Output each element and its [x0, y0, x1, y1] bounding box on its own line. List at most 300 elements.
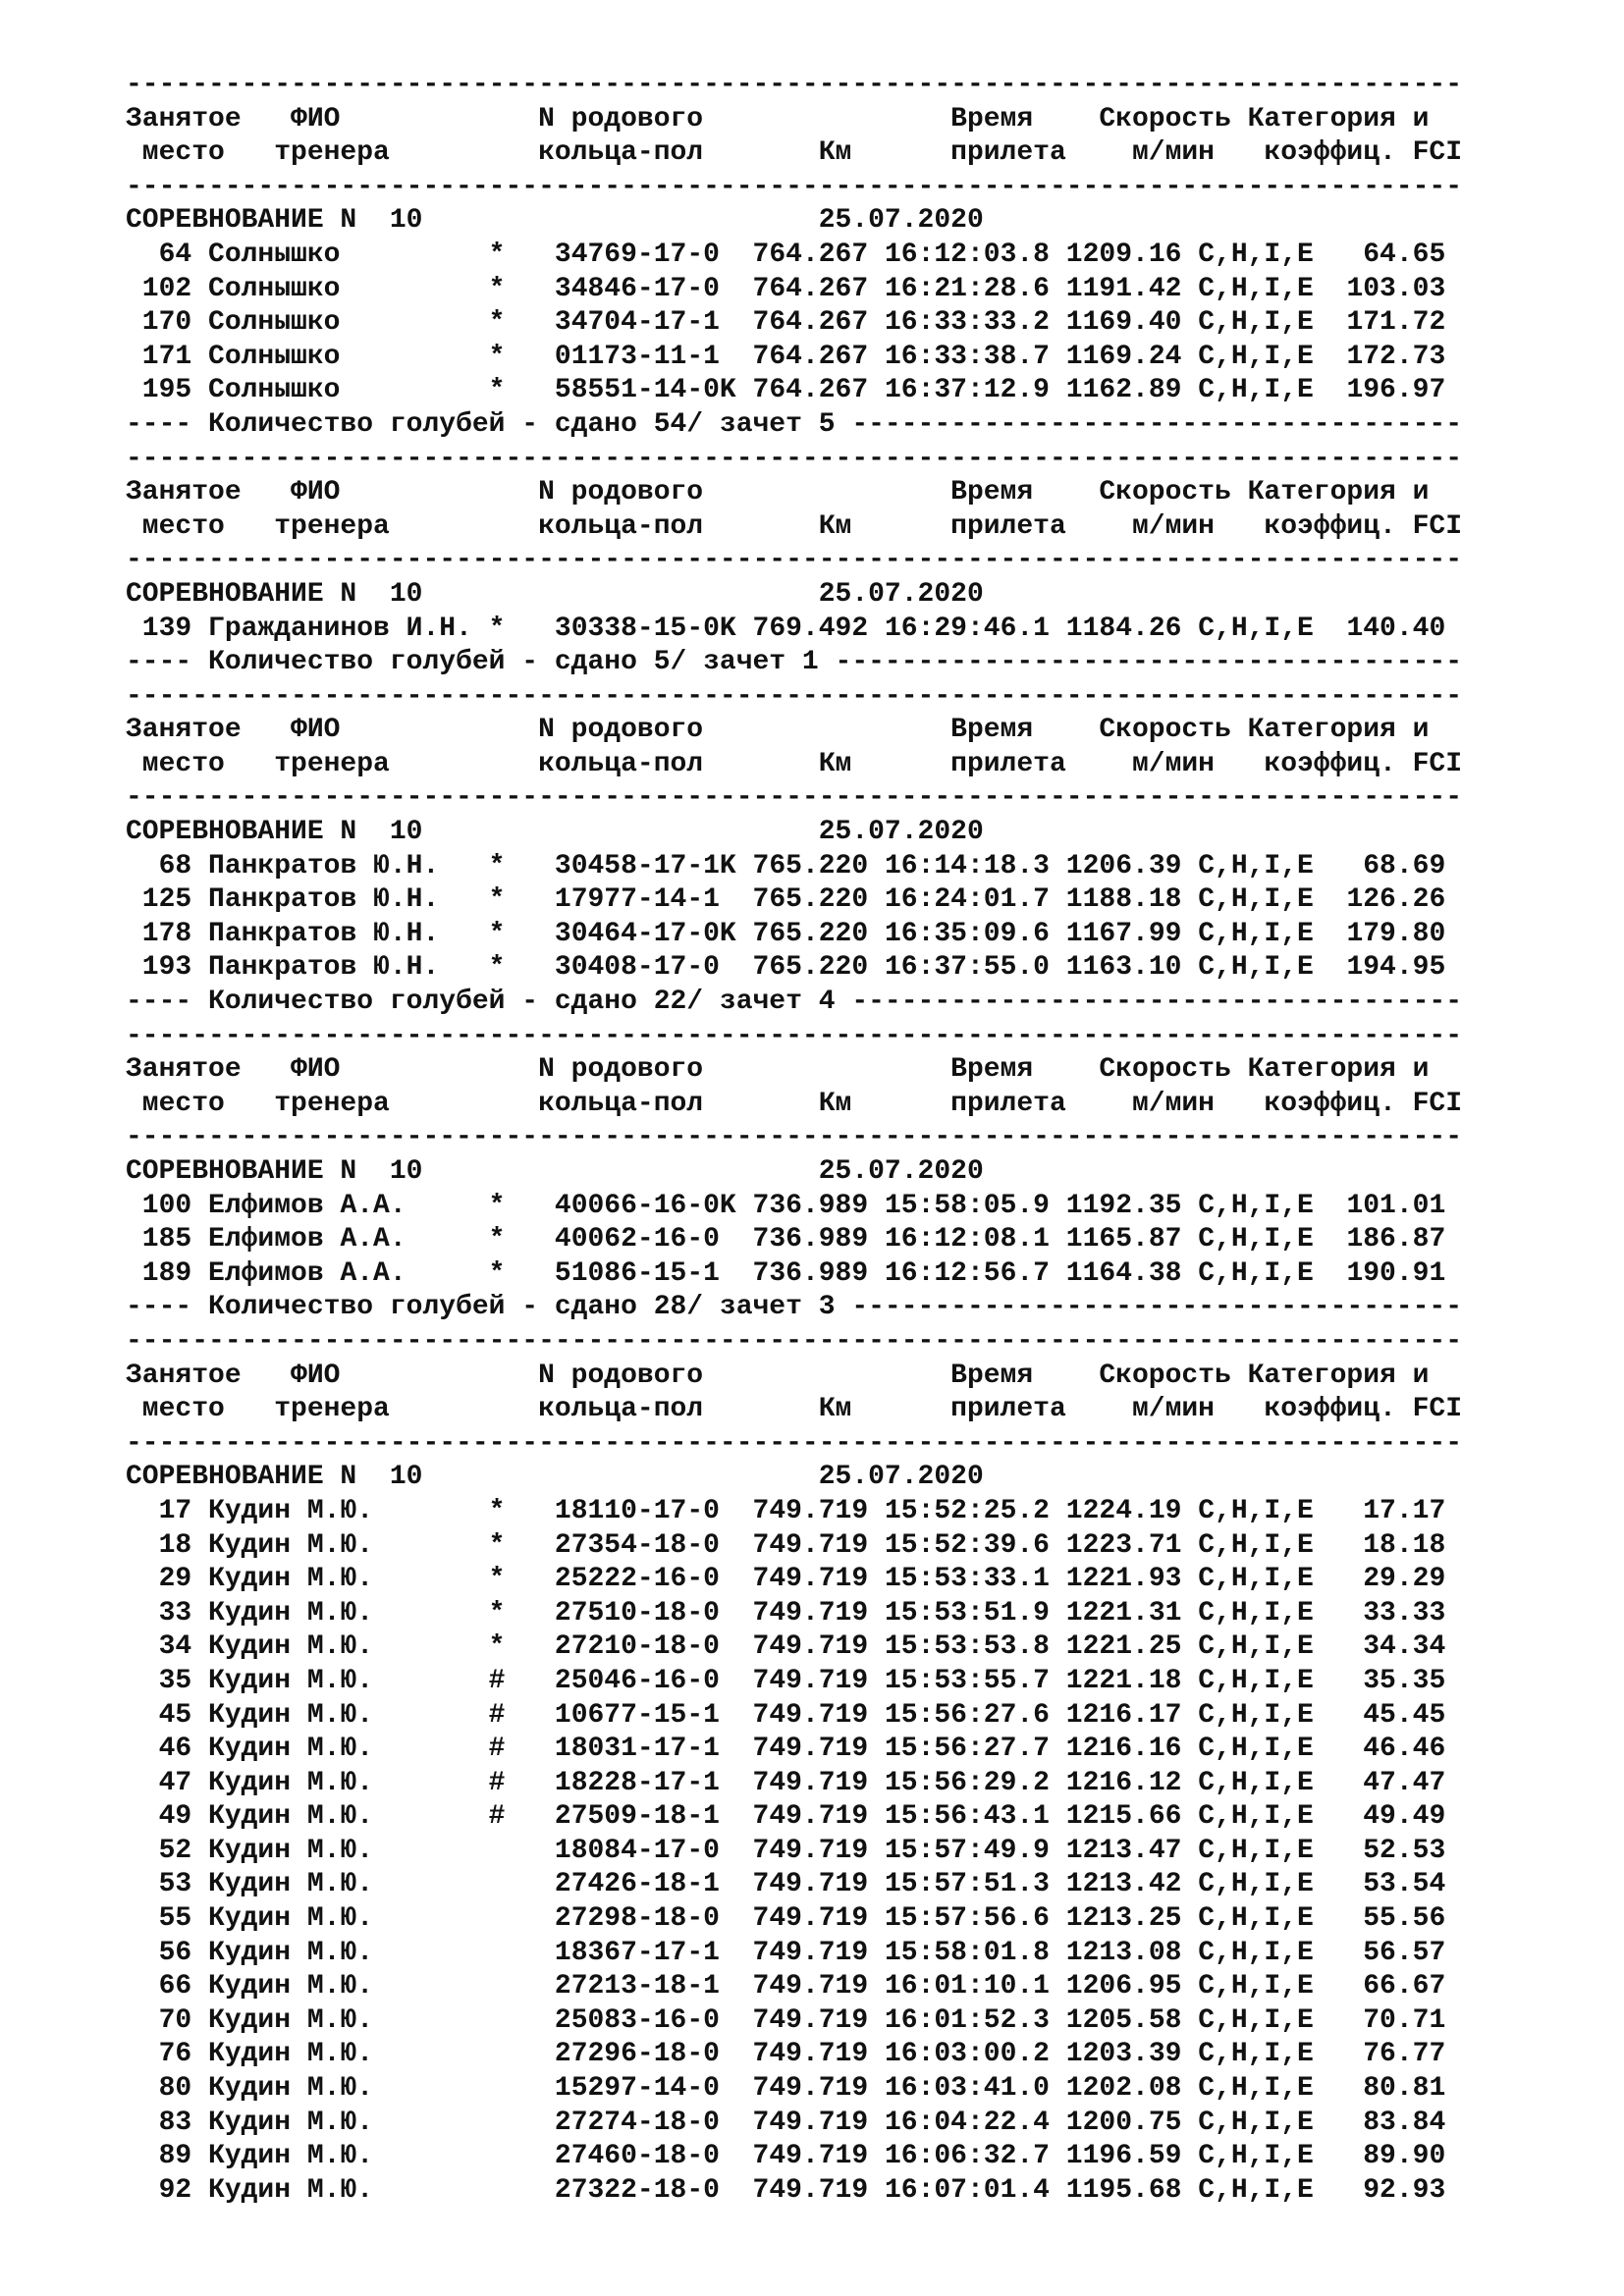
mark: *	[488, 884, 555, 916]
fci: 56.57	[1346, 1937, 1446, 1968]
fci: 18.18	[1346, 1529, 1446, 1561]
category: C,H,I,E	[1181, 1971, 1347, 2002]
mark	[489, 2141, 555, 2171]
ring-number: 27213-18-1	[554, 1971, 736, 2002]
distance-km: 749.719	[735, 2141, 869, 2172]
result-row	[126, 1835, 1598, 1869]
mark: *	[488, 1190, 555, 1221]
fci: 194.95	[1346, 952, 1446, 984]
speed: 1184.26	[1050, 613, 1182, 644]
fci: 190.91	[1346, 1257, 1446, 1289]
place: 195	[126, 375, 209, 406]
speed: 1195.68	[1050, 2174, 1182, 2206]
separator-rule: ---------------------------------------------------------------------------------	[126, 782, 1463, 814]
mark	[489, 1938, 555, 1968]
place: 33	[126, 1597, 209, 1629]
column-header-line2: место тренера кольца-пол Км прилета м/мин коэффиц. FCI	[126, 510, 1463, 542]
distance-km: 764.267	[735, 341, 869, 372]
mark: *	[488, 1597, 555, 1629]
fci: 92.93	[1346, 2174, 1446, 2206]
trainer-name: Кудин М.Ю.	[208, 1631, 489, 1663]
trainer-name: Солнышко	[208, 239, 489, 270]
result-row	[126, 341, 1598, 375]
separator-rule: ---------------------------------------------------------------------------------	[126, 1122, 1463, 1153]
place: 170	[126, 307, 209, 339]
spacer	[422, 579, 818, 610]
arrival-time: 16:12:03.8	[868, 239, 1050, 270]
result-row	[126, 273, 1598, 307]
result-row	[126, 1563, 1598, 1597]
trainer-name: Солнышко	[208, 375, 489, 406]
ring-number: 18367-17-1	[554, 1937, 736, 1968]
mark: *	[488, 613, 555, 644]
arrival-time: 16:29:46.1	[868, 613, 1050, 644]
speed: 1209.16	[1050, 239, 1182, 270]
mark: *	[488, 952, 555, 984]
arrival-time: 15:58:01.8	[868, 1937, 1050, 1968]
place: 64	[126, 239, 209, 270]
mark: *	[488, 918, 555, 949]
speed: 1188.18	[1050, 884, 1182, 916]
place: 89	[126, 2141, 209, 2172]
speed: 1221.93	[1050, 1564, 1182, 1595]
separator-rule: ---------------------------------------------------------------------------------	[126, 680, 1463, 712]
mark: *	[488, 1529, 555, 1561]
distance-km: 749.719	[735, 1734, 869, 1765]
fci: 53.54	[1346, 1869, 1446, 1900]
ring-number: 18228-17-1	[554, 1767, 736, 1798]
competition-line	[126, 578, 1598, 613]
arrival-time: 15:57:51.3	[868, 1869, 1050, 1900]
trainer-name: Кудин М.Ю.	[208, 1665, 489, 1696]
distance-km: 764.267	[735, 375, 869, 406]
mark: #	[488, 1665, 555, 1696]
distance-km: 765.220	[735, 918, 869, 949]
result-row	[126, 850, 1598, 884]
result-row	[126, 1665, 1598, 1699]
result-row	[126, 1937, 1598, 1971]
fci: 171.72	[1346, 307, 1446, 339]
place: 52	[126, 1835, 209, 1866]
trainer-name: Кудин М.Ю.	[208, 1529, 489, 1561]
speed: 1213.08	[1050, 1937, 1182, 1968]
mark: *	[488, 850, 555, 881]
category: C,H,I,E	[1181, 2004, 1347, 2036]
category: C,H,I,E	[1181, 273, 1347, 304]
mark	[489, 1836, 555, 1866]
ring-number: 18031-17-1	[554, 1734, 736, 1765]
speed: 1165.87	[1050, 1224, 1182, 1255]
result-row	[126, 918, 1598, 952]
category: C,H,I,E	[1181, 1801, 1347, 1833]
ring-number: 30338-15-0K	[554, 613, 736, 644]
trainer-name: Елфимов А.А.	[208, 1224, 489, 1255]
ring-number: 10677-15-1	[554, 1699, 736, 1731]
distance-km: 749.719	[735, 1564, 869, 1595]
category: C,H,I,E	[1181, 2039, 1347, 2070]
category: C,H,I,E	[1181, 239, 1347, 270]
speed: 1221.18	[1050, 1665, 1182, 1696]
ring-number: 34846-17-0	[554, 273, 736, 304]
trainer-name: Кудин М.Ю.	[208, 2141, 489, 2172]
arrival-time: 16:33:38.7	[868, 341, 1050, 372]
distance-km: 749.719	[735, 1971, 869, 2002]
mark: *	[488, 1564, 555, 1595]
fci: 76.77	[1346, 2039, 1446, 2070]
fci: 49.49	[1346, 1801, 1446, 1833]
speed: 1213.47	[1050, 1835, 1182, 1866]
arrival-time: 16:21:28.6	[868, 273, 1050, 304]
result-row	[126, 2038, 1598, 2072]
fci: 83.84	[1346, 2107, 1446, 2138]
place: 49	[126, 1801, 209, 1833]
distance-km: 765.220	[735, 850, 869, 881]
spacer	[422, 205, 818, 236]
result-row	[126, 1529, 1598, 1564]
distance-km: 749.719	[735, 1903, 869, 1935]
arrival-time: 16:01:52.3	[868, 2004, 1050, 2036]
column-header-line1: Занятое ФИО N родового Время Скорость Категория и	[126, 477, 1430, 508]
arrival-time: 15:57:56.6	[868, 1903, 1050, 1935]
place: 34	[126, 1631, 209, 1663]
ring-number: 51086-15-1	[554, 1257, 736, 1289]
ring-number: 27210-18-0	[554, 1631, 736, 1663]
trainer-name: Солнышко	[208, 273, 489, 304]
mark: *	[488, 307, 555, 339]
fci: 45.45	[1346, 1699, 1446, 1731]
competition-date: 25.07.2020	[818, 817, 984, 848]
mark: *	[488, 1224, 555, 1255]
arrival-time: 16:12:56.7	[868, 1257, 1050, 1289]
place: 100	[126, 1190, 209, 1221]
trainer-name: Кудин М.Ю.	[208, 1835, 489, 1866]
distance-km: 736.989	[735, 1190, 869, 1221]
speed: 1192.35	[1050, 1190, 1182, 1221]
place: 46	[126, 1734, 209, 1765]
result-row	[126, 2004, 1598, 2039]
place: 53	[126, 1869, 209, 1900]
fci: 196.97	[1346, 375, 1446, 406]
speed: 1221.25	[1050, 1631, 1182, 1663]
mark	[489, 1869, 555, 1899]
speed: 1202.08	[1050, 2073, 1182, 2105]
ring-number: 27322-18-0	[554, 2174, 736, 2206]
arrival-time: 16:12:08.1	[868, 1224, 1050, 1255]
distance-km: 749.719	[735, 2073, 869, 2105]
arrival-time: 15:53:33.1	[868, 1564, 1050, 1595]
place: 76	[126, 2039, 209, 2070]
trainer-name: Кудин М.Ю.	[208, 1699, 489, 1731]
result-row	[126, 2107, 1598, 2141]
ring-number: 27509-18-1	[554, 1801, 736, 1833]
mark: *	[488, 1631, 555, 1663]
result-row	[126, 883, 1598, 918]
category: C,H,I,E	[1181, 2174, 1347, 2206]
category: C,H,I,E	[1181, 884, 1347, 916]
category: C,H,I,E	[1181, 2107, 1347, 2138]
fci: 64.65	[1346, 239, 1446, 270]
result-row	[126, 2072, 1598, 2107]
speed: 1163.10	[1050, 952, 1182, 984]
category: C,H,I,E	[1181, 952, 1347, 984]
speed: 1167.99	[1050, 918, 1182, 949]
trainer-name: Кудин М.Ю.	[208, 2004, 489, 2036]
mark	[489, 2175, 555, 2206]
category: C,H,I,E	[1181, 1495, 1347, 1526]
distance-km: 736.989	[735, 1224, 869, 1255]
place: 139	[126, 613, 209, 644]
result-row	[126, 1223, 1598, 1257]
mark	[489, 2108, 555, 2138]
result-row	[126, 1733, 1598, 1767]
ring-number: 17977-14-1	[554, 884, 736, 916]
speed: 1216.12	[1050, 1767, 1182, 1798]
ring-number: 40066-16-0K	[554, 1190, 736, 1221]
distance-km: 749.719	[735, 2174, 869, 2206]
arrival-time: 15:58:05.9	[868, 1190, 1050, 1221]
competition-title: СОРЕВНОВАНИЕ N 10	[126, 817, 423, 848]
distance-km: 749.719	[735, 1529, 869, 1561]
arrival-time: 15:56:27.6	[868, 1699, 1050, 1731]
distance-km: 749.719	[735, 2039, 869, 2070]
distance-km: 765.220	[735, 952, 869, 984]
fci: 35.35	[1346, 1665, 1446, 1696]
ring-number: 25222-16-0	[554, 1564, 736, 1595]
competition-date: 25.07.2020	[818, 205, 984, 237]
category: C,H,I,E	[1181, 1597, 1347, 1629]
mark: *	[488, 273, 555, 304]
distance-km: 749.719	[735, 1801, 869, 1833]
mark: *	[488, 1257, 555, 1289]
competition-line	[126, 816, 1598, 850]
ring-number: 01173-11-1	[554, 341, 736, 372]
mark	[489, 2073, 555, 2104]
result-row	[126, 1699, 1598, 1734]
speed: 1216.17	[1050, 1699, 1182, 1731]
ring-number: 18084-17-0	[554, 1835, 736, 1866]
ring-number: 25046-16-0	[554, 1665, 736, 1696]
result-row	[126, 1495, 1598, 1529]
trainer-name: Кудин М.Ю.	[208, 1869, 489, 1900]
column-header-line2: место тренера кольца-пол Км прилета м/мин коэффиц. FCI	[126, 1394, 1463, 1425]
distance-km: 764.267	[735, 239, 869, 270]
arrival-time: 16:37:12.9	[868, 375, 1050, 406]
place: 29	[126, 1564, 209, 1595]
competition-title: СОРЕВНОВАНИЕ N 10	[126, 1462, 423, 1493]
distance-km: 736.989	[735, 1257, 869, 1289]
place: 55	[126, 1903, 209, 1935]
competition-title: СОРЕВНОВАНИЕ N 10	[126, 1156, 423, 1187]
distance-km: 749.719	[735, 1835, 869, 1866]
trainer-name: Кудин М.Ю.	[208, 2107, 489, 2138]
speed: 1205.58	[1050, 2004, 1182, 2036]
result-row	[126, 1630, 1598, 1665]
ring-number: 27296-18-0	[554, 2039, 736, 2070]
distance-km: 749.719	[735, 2107, 869, 2138]
category: C,H,I,E	[1181, 1937, 1347, 1968]
distance-km: 749.719	[735, 2004, 869, 2036]
fci: 29.29	[1346, 1564, 1446, 1595]
trainer-name: Кудин М.Ю.	[208, 2039, 489, 2070]
trainer-name: Елфимов А.А.	[208, 1190, 489, 1221]
distance-km: 765.220	[735, 884, 869, 916]
trainer-name: Солнышко	[208, 307, 489, 339]
category: C,H,I,E	[1181, 1190, 1347, 1221]
fci: 66.67	[1346, 1971, 1446, 2002]
speed: 1213.42	[1050, 1869, 1182, 1900]
arrival-time: 16:35:09.6	[868, 918, 1050, 949]
arrival-time: 16:33:33.2	[868, 307, 1050, 339]
separator-rule: ---------------------------------------------------------------------------------	[126, 545, 1463, 576]
ring-number: 27510-18-0	[554, 1597, 736, 1629]
result-row	[126, 239, 1598, 273]
column-header-line1: Занятое ФИО N родового Время Скорость Категория и	[126, 1054, 1430, 1086]
column-header-line2: место тренера кольца-пол Км прилета м/мин коэффиц. FCI	[126, 1088, 1463, 1119]
mark	[489, 1971, 555, 2002]
place: 193	[126, 952, 209, 984]
mark: *	[488, 375, 555, 406]
place: 83	[126, 2107, 209, 2138]
fci: 33.33	[1346, 1597, 1446, 1629]
arrival-time: 16:03:41.0	[868, 2073, 1050, 2105]
category: C,H,I,E	[1181, 918, 1347, 949]
trainer-name: Кудин М.Ю.	[208, 1801, 489, 1833]
ring-number: 40062-16-0	[554, 1224, 736, 1255]
category: C,H,I,E	[1181, 307, 1347, 339]
category: C,H,I,E	[1181, 1257, 1347, 1289]
category: C,H,I,E	[1181, 341, 1347, 372]
fci: 34.34	[1346, 1631, 1446, 1663]
competition-title: СОРЕВНОВАНИЕ N 10	[126, 578, 423, 610]
trainer-name: Кудин М.Ю.	[208, 2174, 489, 2206]
trainer-name: Кудин М.Ю.	[208, 1495, 489, 1526]
trainer-name: Кудин М.Ю.	[208, 1971, 489, 2002]
column-header-line1: Занятое ФИО N родового Время Скорость Категория и	[126, 715, 1430, 746]
speed: 1196.59	[1050, 2141, 1182, 2172]
result-row	[126, 1190, 1598, 1224]
category: C,H,I,E	[1181, 1734, 1347, 1765]
fci: 89.90	[1346, 2141, 1446, 2172]
category: C,H,I,E	[1181, 1835, 1347, 1866]
result-row	[126, 951, 1598, 986]
column-header-line1: Занятое ФИО N родового Время Скорость Категория и	[126, 1360, 1430, 1391]
distance-km: 749.719	[735, 1631, 869, 1663]
arrival-time: 15:57:49.9	[868, 1835, 1050, 1866]
place: 18	[126, 1529, 209, 1561]
trainer-name: Кудин М.Ю.	[208, 1734, 489, 1765]
trainer-name: Кудин М.Ю.	[208, 2073, 489, 2105]
fci: 68.69	[1346, 850, 1446, 881]
category: C,H,I,E	[1181, 1869, 1347, 1900]
summary-line: ---- Количество голубей - сдано 5/ зачет 1 --------------------------------------	[126, 647, 1463, 678]
distance-km: 749.719	[735, 1767, 869, 1798]
ring-number: 27274-18-0	[554, 2107, 736, 2138]
fci: 17.17	[1346, 1495, 1446, 1526]
result-row	[126, 1257, 1598, 1292]
competition-line	[126, 204, 1598, 239]
speed: 1206.39	[1050, 850, 1182, 881]
result-row	[126, 1902, 1598, 1937]
arrival-time: 15:56:43.1	[868, 1801, 1050, 1833]
place: 185	[126, 1224, 209, 1255]
result-row	[126, 1767, 1598, 1801]
arrival-time: 15:53:53.8	[868, 1631, 1050, 1663]
fci: 186.87	[1346, 1224, 1446, 1255]
arrival-time: 16:37:55.0	[868, 952, 1050, 984]
place: 102	[126, 273, 209, 304]
speed: 1224.19	[1050, 1495, 1182, 1526]
summary-line: ---- Количество голубей - сдано 54/ зачет 5 -------------------------------------	[126, 408, 1463, 440]
category: C,H,I,E	[1181, 1665, 1347, 1696]
fci: 52.53	[1346, 1835, 1446, 1866]
spacer	[422, 817, 818, 847]
category: C,H,I,E	[1181, 1767, 1347, 1798]
fci: 80.81	[1346, 2073, 1446, 2105]
separator-rule: ---------------------------------------------------------------------------------	[126, 1325, 1463, 1357]
mark	[489, 2039, 555, 2069]
result-row	[126, 613, 1598, 647]
place: 125	[126, 884, 209, 916]
place: 47	[126, 1767, 209, 1798]
place: 68	[126, 850, 209, 881]
category: C,H,I,E	[1181, 1631, 1347, 1663]
mark: *	[488, 341, 555, 372]
mark: #	[488, 1767, 555, 1798]
trainer-name: Панкратов Ю.Н.	[208, 952, 489, 984]
fci: 103.03	[1346, 273, 1446, 304]
results-document	[126, 69, 1598, 2208]
spacer	[422, 1156, 818, 1187]
result-row	[126, 2140, 1598, 2174]
mark	[489, 2005, 555, 2036]
speed: 1216.16	[1050, 1734, 1182, 1765]
speed: 1169.40	[1050, 307, 1182, 339]
category: C,H,I,E	[1181, 2141, 1347, 2172]
place: 178	[126, 918, 209, 949]
arrival-time: 16:06:32.7	[868, 2141, 1050, 2172]
mark: #	[488, 1734, 555, 1765]
distance-km: 764.267	[735, 307, 869, 339]
result-row	[126, 306, 1598, 341]
arrival-time: 16:01:10.1	[868, 1971, 1050, 2002]
distance-km: 749.719	[735, 1495, 869, 1526]
speed: 1206.95	[1050, 1971, 1182, 2002]
ring-number: 34769-17-0	[554, 239, 736, 270]
category: C,H,I,E	[1181, 2073, 1347, 2105]
arrival-time: 16:04:22.4	[868, 2107, 1050, 2138]
speed: 1164.38	[1050, 1257, 1182, 1289]
arrival-time: 16:14:18.3	[868, 850, 1050, 881]
arrival-time: 16:03:00.2	[868, 2039, 1050, 2070]
separator-rule: ---------------------------------------------------------------------------------	[126, 1020, 1463, 1051]
ring-number: 25083-16-0	[554, 2004, 736, 2036]
ring-number: 27460-18-0	[554, 2141, 736, 2172]
distance-km: 749.719	[735, 1665, 869, 1696]
distance-km: 764.267	[735, 273, 869, 304]
trainer-name: Солнышко	[208, 341, 489, 372]
column-header-line2: место тренера кольца-пол Км прилета м/мин коэффиц. FCI	[126, 137, 1463, 169]
trainer-name: Кудин М.Ю.	[208, 1937, 489, 1968]
ring-number: 18110-17-0	[554, 1495, 736, 1526]
fci: 140.40	[1346, 613, 1446, 644]
distance-km: 749.719	[735, 1699, 869, 1731]
ring-number: 58551-14-0K	[554, 375, 736, 406]
distance-km: 769.492	[735, 613, 869, 644]
column-header-line2: место тренера кольца-пол Км прилета м/мин коэффиц. FCI	[126, 748, 1463, 779]
separator-rule: ---------------------------------------------------------------------------------	[126, 1427, 1463, 1459]
arrival-time: 15:53:55.7	[868, 1665, 1050, 1696]
mark: #	[488, 1699, 555, 1731]
